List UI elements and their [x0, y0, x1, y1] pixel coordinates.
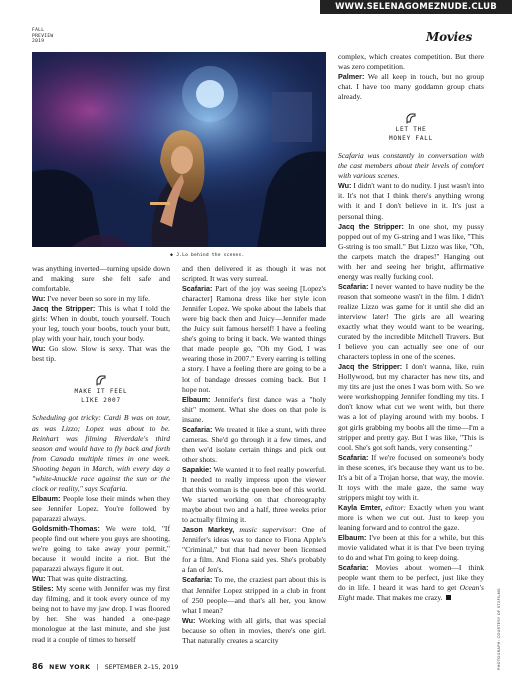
paragraph [338, 282, 484, 362]
photo-credit: PHOTOGRAPH: COURTESY OF STXFILMS [496, 588, 501, 670]
section-title: Movies [425, 30, 472, 44]
paragraph-text: This is what I told the girls: When in doubt, touch yourself. Touch your leg, touch your boobs, touch your butt, play with your hair, touch your body. [32, 304, 170, 344]
paragraph [338, 563, 484, 603]
paragraph [32, 344, 170, 364]
photo-caption-text: J.Lo behind the scenes. [176, 252, 245, 258]
paragraph-text: People lose their minds when they see Jennifer Lopez. You're followed by paparazzi always. [32, 493, 170, 523]
speaker-name: Wu: [32, 574, 46, 584]
speaker-name: Elbaum: [338, 533, 367, 543]
tag-line-2: PREVIEW [32, 33, 54, 39]
section-intro: Scheduling got tricky: Cardi B was on tour, as was Lizzo; Lopez was about to be. Reinhart was filming Riverdale's third season and would have to fly back and forth from Canada multiple times in one week. Shooting began in March, with every day a "white-knuckle race against the sun or the clock or reality," says Scafaria. [32, 413, 170, 493]
paragraph [182, 425, 326, 465]
speaker-name: Scafaria: [338, 281, 369, 291]
paragraph-text: If we're focused on someone's body in these scenes, it's because they want us to be. It's a bit of a Trojan horse, that way, the movie. It toys with the male gaze, the same way strippers might toy with it. [338, 452, 484, 502]
paragraph-text: I've been at this for a while, but this movie validated what it is that I've been trying to do and what I'm going to keep doing. [338, 533, 484, 563]
paragraph-text: I don't wanna, like, ruin Hollywood, but my character has new tits, and my tits are just the ones I was born with. So we were workshopping Jennifer fondling my tits. I don't know what cut we went with, but there was a lot of playing around with my boobs. I got girls grabbing my boobs all the time—I'm a stripper and pretty gay. But I was like, "This is cool. She's got soft hands, very consenting." [338, 362, 485, 452]
paragraph-text: One of Jennifer's ideas was to dance to Fiona Apple's "Criminal," but that had never been licensed for a film. And Fiona said yes. She's probably a fan of Jen's. [182, 525, 326, 575]
paragraph-text: made. That makes me crazy. [354, 593, 443, 603]
paragraph [32, 584, 170, 644]
caption-arrow-icon: ◆ [170, 252, 174, 258]
end-mark-icon [446, 595, 451, 600]
subhead-line-2: LIKE 2007 [81, 396, 121, 404]
page-number: 86 [32, 662, 44, 671]
speaker-name: Sapakie: [182, 464, 212, 474]
speaker-name: Goldsmith-Thomas: [32, 523, 100, 533]
paragraph-text: In one shot, my pussy popped out of my G-string and I was like, "This G-string is too small." But Lizzo was like, "Oh, the carpets match the drapes!" Hanging out with her and seeing her bright, affirmative energy was really fucking cool. [338, 221, 485, 281]
paragraph [32, 304, 170, 344]
page-footer [32, 662, 178, 671]
tag-line-1: FALL [32, 28, 45, 33]
speaker-name: Elbaum: [32, 493, 61, 503]
speaker-name: Scafaria: [338, 563, 369, 573]
tag-line-3: 2019 [32, 39, 45, 45]
speaker-name: Wu: [182, 615, 196, 625]
speaker-name: Wu: [32, 294, 46, 304]
paragraph: and then delivered it as though it was not scripted. It was very surreal. [182, 264, 326, 284]
paragraph-text: To me, the craziest part about this is that Jennifer Lopez stripped in a club in front of 250 people—and that's all her, you know what I mean? [182, 575, 326, 615]
paragraph [182, 284, 326, 395]
paragraph [182, 465, 326, 525]
paragraph [32, 294, 170, 304]
paragraph [32, 524, 170, 574]
paragraph-text: We treated it like a stunt, with three cameras. She'd go through it a few times, and then we'd isolate certain things and pick out other shots. [182, 424, 326, 464]
paragraph [338, 362, 484, 452]
paragraph [32, 494, 170, 524]
subhead-make-it-feel [32, 374, 170, 405]
article-column-left [32, 264, 170, 645]
photo-illustration [32, 52, 326, 247]
paragraph-text: Part of the joy was seeing [Lopez's character] Ramona dress like her style icon Jennifer Lopez. We spoke about the labels that were big back then and Juicy—Jennifer made the Juicy suit famous herself! I have a feeling she's going to bring it back. We wanted things that made people go, "Oh my God, I was wearing those in 2007." Every earring is telling a story. I have a feeling there are going to be a lot of bandage dresses coming back. But I hope not. [182, 284, 326, 394]
speaker-name: Palmer: [338, 72, 365, 82]
paragraph-text: We all keep in touch, but no group chat. I have too many goddamn group chats already. [338, 72, 484, 102]
subhead-let-the-money-fall [338, 112, 484, 143]
paragraph: complex, which creates competition. But there was zero competition. [338, 52, 484, 72]
article-column-right [338, 52, 484, 603]
paragraph: was anything inverted—turning upside down and making sure she felt safe and comfortable. [32, 264, 170, 294]
speaker-name: Stiles: [32, 584, 54, 594]
speaker-name: Jacq the Stripper: [338, 221, 404, 231]
footer-divider: | [96, 664, 99, 671]
paragraph [338, 533, 484, 563]
paragraph-text: Jennifer's first dance was a "holy shit" moment. What she does on that pole is insane. [182, 394, 326, 424]
speaker-name: Elbaum: [182, 394, 211, 404]
article-column-middle [182, 264, 326, 646]
watermark-banner: WWW.SELENAGOMEZNUDE.CLUB [320, 0, 512, 14]
paragraph [338, 181, 484, 221]
paragraph-text: Exactly when you want more is when we cut out. Just to keep you leaning forward and to control the gaze. [338, 502, 484, 532]
paragraph-text: We wanted it to feel really powerful. It needed to really impress upon the viewer that this woman is the queen bee of this world. We started working on that choreography maybe about two and a half, three weeks prior to actually filming it. [182, 464, 326, 525]
paragraph [182, 395, 326, 425]
paragraph [338, 503, 484, 533]
speaker-name: Scafaria: [182, 575, 213, 585]
speaker-name: Jason Markey, [182, 525, 235, 535]
paragraph-text: That was quite distracting. [45, 574, 128, 584]
speaker-name: Wu: [32, 344, 46, 354]
speaker-role: music supervisor: [234, 525, 297, 535]
speaker-name: Scafaria: [182, 284, 213, 294]
speaker-name: Kayla Emter, [338, 502, 383, 512]
speaker-name: Jacq the Stripper: [338, 362, 403, 372]
paragraph-text: I've never been so sore in my life. [45, 294, 150, 304]
subhead-line-2: MONEY FALL [388, 134, 434, 142]
paragraph-text: Go slow. Slow is sexy. That was the best tip. [32, 344, 170, 364]
behind-scenes-photo [32, 52, 326, 247]
film-title: Ocean's Eight [338, 583, 484, 603]
paragraph [182, 525, 326, 575]
speaker-name: Jacq the Stripper: [32, 304, 96, 314]
subhead-line-1: MAKE IT FEEL [74, 388, 128, 396]
paragraph [338, 72, 484, 102]
paragraph [182, 616, 326, 646]
paragraph-text: Working with all girls, that was special because so often in movies, there's one girl. That naturally creates a scarcity [182, 615, 326, 645]
paragraph-text: I didn't want to do nudity. I just wasn't into it. It's not that I think there's anything wrong with it and I don't believe in it. It's just a personal thing. [338, 181, 484, 221]
paragraph-text: We were told, "If people find out where you guys are shooting, we're going to take away your permit," because it would incite a riot. But the paparazzi always figure it out. [32, 523, 170, 574]
section-intro: Scafaria was constantly in conversation with the cast members about their levels of comfort with various scenes. [338, 151, 484, 181]
fall-preview-tag [32, 28, 53, 45]
speaker-name: Scafaria: [338, 452, 369, 462]
paragraph [32, 574, 170, 584]
paragraph-text: Movies about women—I think people want them to be perfect, just like they do in life. I heard it was hard to get [338, 563, 484, 593]
paragraph [338, 453, 484, 503]
paragraph-text: My scene with Jennifer was my first day filming, and it took every ounce of my being not to have my jaw drop. I was floored by her. She was handed a one-page monologue at the last minute, and she just read it a couple of times to herself [32, 584, 170, 644]
subhead-line-1: LET THE [395, 126, 427, 134]
speaker-role: editor: [382, 502, 407, 512]
paragraph [182, 575, 326, 615]
magazine-name: NEW YORK [49, 664, 91, 671]
photo-caption [170, 252, 244, 258]
paragraph [338, 222, 484, 282]
stiletto-icon [405, 112, 417, 124]
stiletto-icon [95, 374, 107, 386]
speaker-name: Wu: [338, 181, 352, 191]
paragraph-text: I never wanted to have nudity be the reason that someone wasn't in the film. I didn't realize Lizzo was game for it until she did an interview later! The girls are all wearing exactly what they would want to be wearing, curated by the incredible Mitchell Travers. But I believe you can actually see one of our characters topless in one of the scenes. [338, 281, 484, 362]
issue-date: SEPTEMBER 2–15, 2019 [104, 664, 179, 671]
speaker-name: Scafaria: [182, 424, 213, 434]
